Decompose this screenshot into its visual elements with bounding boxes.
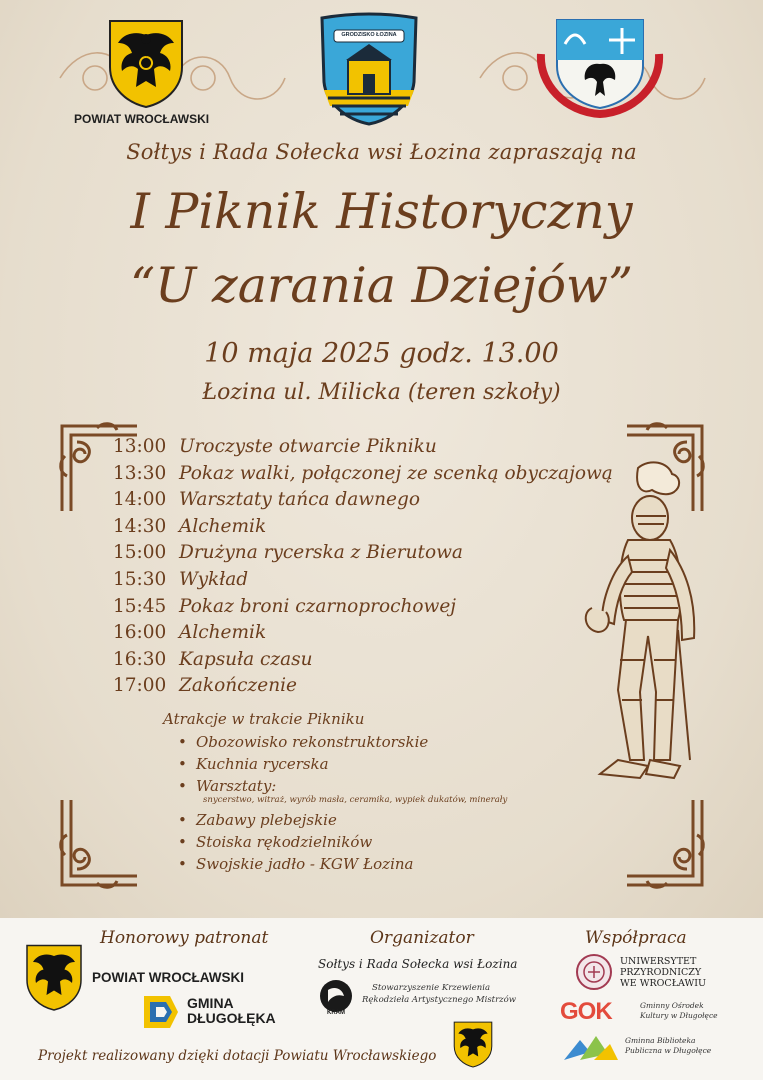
schedule-row xyxy=(113,489,633,516)
schedule-row xyxy=(113,569,633,596)
coop-1-text xyxy=(620,956,706,989)
schedule-event: Pokaz broni czarnoprochowej xyxy=(179,595,457,617)
organizer-2-text xyxy=(362,982,516,1006)
frame-corner-bottom-right xyxy=(622,795,707,895)
patron-1-text: POWIAT WROCŁAWSKI xyxy=(92,970,244,985)
schedule-row xyxy=(113,622,633,649)
schedule-event: Warsztaty tańca dawnego xyxy=(179,489,420,511)
grodzisko-shield-icon xyxy=(318,12,420,126)
coop-1-line3: WE WROCŁAWIU xyxy=(620,978,707,989)
list-item-label: Kuchnia rycerska xyxy=(196,755,329,773)
list-item xyxy=(178,833,598,855)
schedule-event: Alchemik xyxy=(179,515,267,537)
list-item-label: Stoiska rękodzielników xyxy=(196,833,373,851)
frame-corner-bottom-left xyxy=(57,795,142,895)
coop-1-line2: PRZYRODNICZY xyxy=(620,967,702,978)
schedule-event: Alchemik xyxy=(179,622,267,644)
bullet-icon: • xyxy=(178,733,187,751)
list-item xyxy=(178,811,598,833)
schedule-time: 16:00 xyxy=(113,622,167,644)
schedule-row xyxy=(113,463,633,490)
patron-2-line1: GMINA xyxy=(187,995,234,1011)
schedule-event: Pokaz walki, połączonej ze scenką obyczajową xyxy=(179,462,613,484)
gmina-dlugoleka-logo-icon xyxy=(140,992,182,1032)
powiat-caption: POWIAT WROCŁAWSKI xyxy=(74,112,210,126)
coop-2-text xyxy=(640,1001,718,1021)
powiat-eagle-shield-icon xyxy=(24,942,84,1012)
schedule-time: 13:30 xyxy=(113,462,167,484)
gok-logo: GOK xyxy=(560,998,612,1025)
invite-line: Sołtys i Rada Sołecka wsi Łozina zapraszają na xyxy=(126,140,637,164)
powiat-eagle-shield-small-icon xyxy=(452,1020,494,1068)
bullet-icon: • xyxy=(178,855,187,873)
gmina-dlugoleka-shield-icon xyxy=(535,14,665,118)
schedule-time: 15:30 xyxy=(113,568,167,590)
schedule-row xyxy=(113,516,633,543)
project-note: Projekt realizowany dzięki dotacji Powiatu Wrocławskiego xyxy=(38,1048,437,1064)
kram-logo-text: KRAM xyxy=(327,1010,345,1016)
attractions-list xyxy=(178,733,598,877)
schedule-event: Kapsuła czasu xyxy=(179,648,313,670)
coop-3-line1: Gminna Biblioteka xyxy=(625,1036,696,1045)
schedule-event: Uroczyste otwarcie Pikniku xyxy=(179,436,437,457)
schedule-row xyxy=(113,436,633,463)
list-item xyxy=(178,855,598,877)
schedule-time: 15:00 xyxy=(113,542,167,564)
bullet-icon: • xyxy=(178,833,187,851)
organizer-2-line2: Rękodzieła Artystycznego Mistrzów xyxy=(362,995,517,1005)
schedule-row xyxy=(113,542,633,569)
schedule-list xyxy=(113,436,633,702)
organizer-heading: Organizator xyxy=(370,928,474,948)
grodzisko-text: GRODZISKO ŁOZINA xyxy=(341,32,397,38)
coop-2-line1: Gminny Ośrodek xyxy=(640,1001,704,1010)
patron-2-line2: DŁUGOŁĘKA xyxy=(187,1010,276,1026)
list-item-label: Zabawy plebejskie xyxy=(196,811,337,829)
schedule-row xyxy=(113,596,633,623)
event-place: Łozina ul. Milicka (teren szkoły) xyxy=(202,380,561,405)
event-subtitle: “U zarania Dziejów” xyxy=(129,257,634,314)
coop-3-line2: Publiczna w Długołęce xyxy=(625,1046,712,1055)
event-date: 10 maja 2025 godz. 13.00 xyxy=(204,338,559,369)
list-item-label: Obozowisko rekonstruktorskie xyxy=(196,733,429,751)
patron-heading: Honorowy patronat xyxy=(100,928,269,948)
list-item xyxy=(178,733,598,755)
coop-3-text xyxy=(625,1036,711,1056)
list-item-label: Warsztaty: xyxy=(196,777,277,795)
powiat-eagle-shield-icon xyxy=(106,17,186,109)
schedule-event: Wykład xyxy=(179,568,249,590)
organizer-2-line1: Stowarzyszenie Krzewienia xyxy=(372,983,491,993)
workshops-detail: snycerstwo, witraż, wyrób masła, ceramika, wypiek dukatów, minerały xyxy=(203,795,508,805)
bullet-icon: • xyxy=(178,777,187,795)
schedule-time: 14:00 xyxy=(113,489,167,511)
schedule-time: 16:30 xyxy=(113,648,167,670)
coop-heading: Współpraca xyxy=(585,928,687,948)
library-logo-icon xyxy=(560,1030,620,1064)
event-title: I Piknik Historyczny xyxy=(130,183,633,240)
coop-2-line2: Kultury w Długołęce xyxy=(640,1011,718,1020)
patron-2-text xyxy=(187,996,276,1026)
list-item-label: Swojskie jadło - KGW Łozina xyxy=(196,855,414,873)
schedule-event: Zakończenie xyxy=(179,675,297,697)
schedule-row xyxy=(113,649,633,676)
attractions-heading: Atrakcje w trakcie Pikniku xyxy=(163,710,365,728)
schedule-time: 15:45 xyxy=(113,595,167,617)
schedule-row xyxy=(113,675,633,702)
coop-1-line1: UNIWERSYTET xyxy=(620,956,697,967)
schedule-event: Drużyna rycerska z Bierutowa xyxy=(179,542,463,564)
schedule-time: 17:00 xyxy=(113,675,167,697)
organizer-1-text: Sołtys i Rada Sołecka wsi Łozina xyxy=(318,957,518,971)
schedule-time: 13:00 xyxy=(113,436,167,457)
list-item xyxy=(178,755,598,777)
bullet-icon: • xyxy=(178,811,187,829)
schedule-time: 14:30 xyxy=(113,515,167,537)
bullet-icon: • xyxy=(178,755,187,773)
university-seal-icon xyxy=(575,953,613,991)
